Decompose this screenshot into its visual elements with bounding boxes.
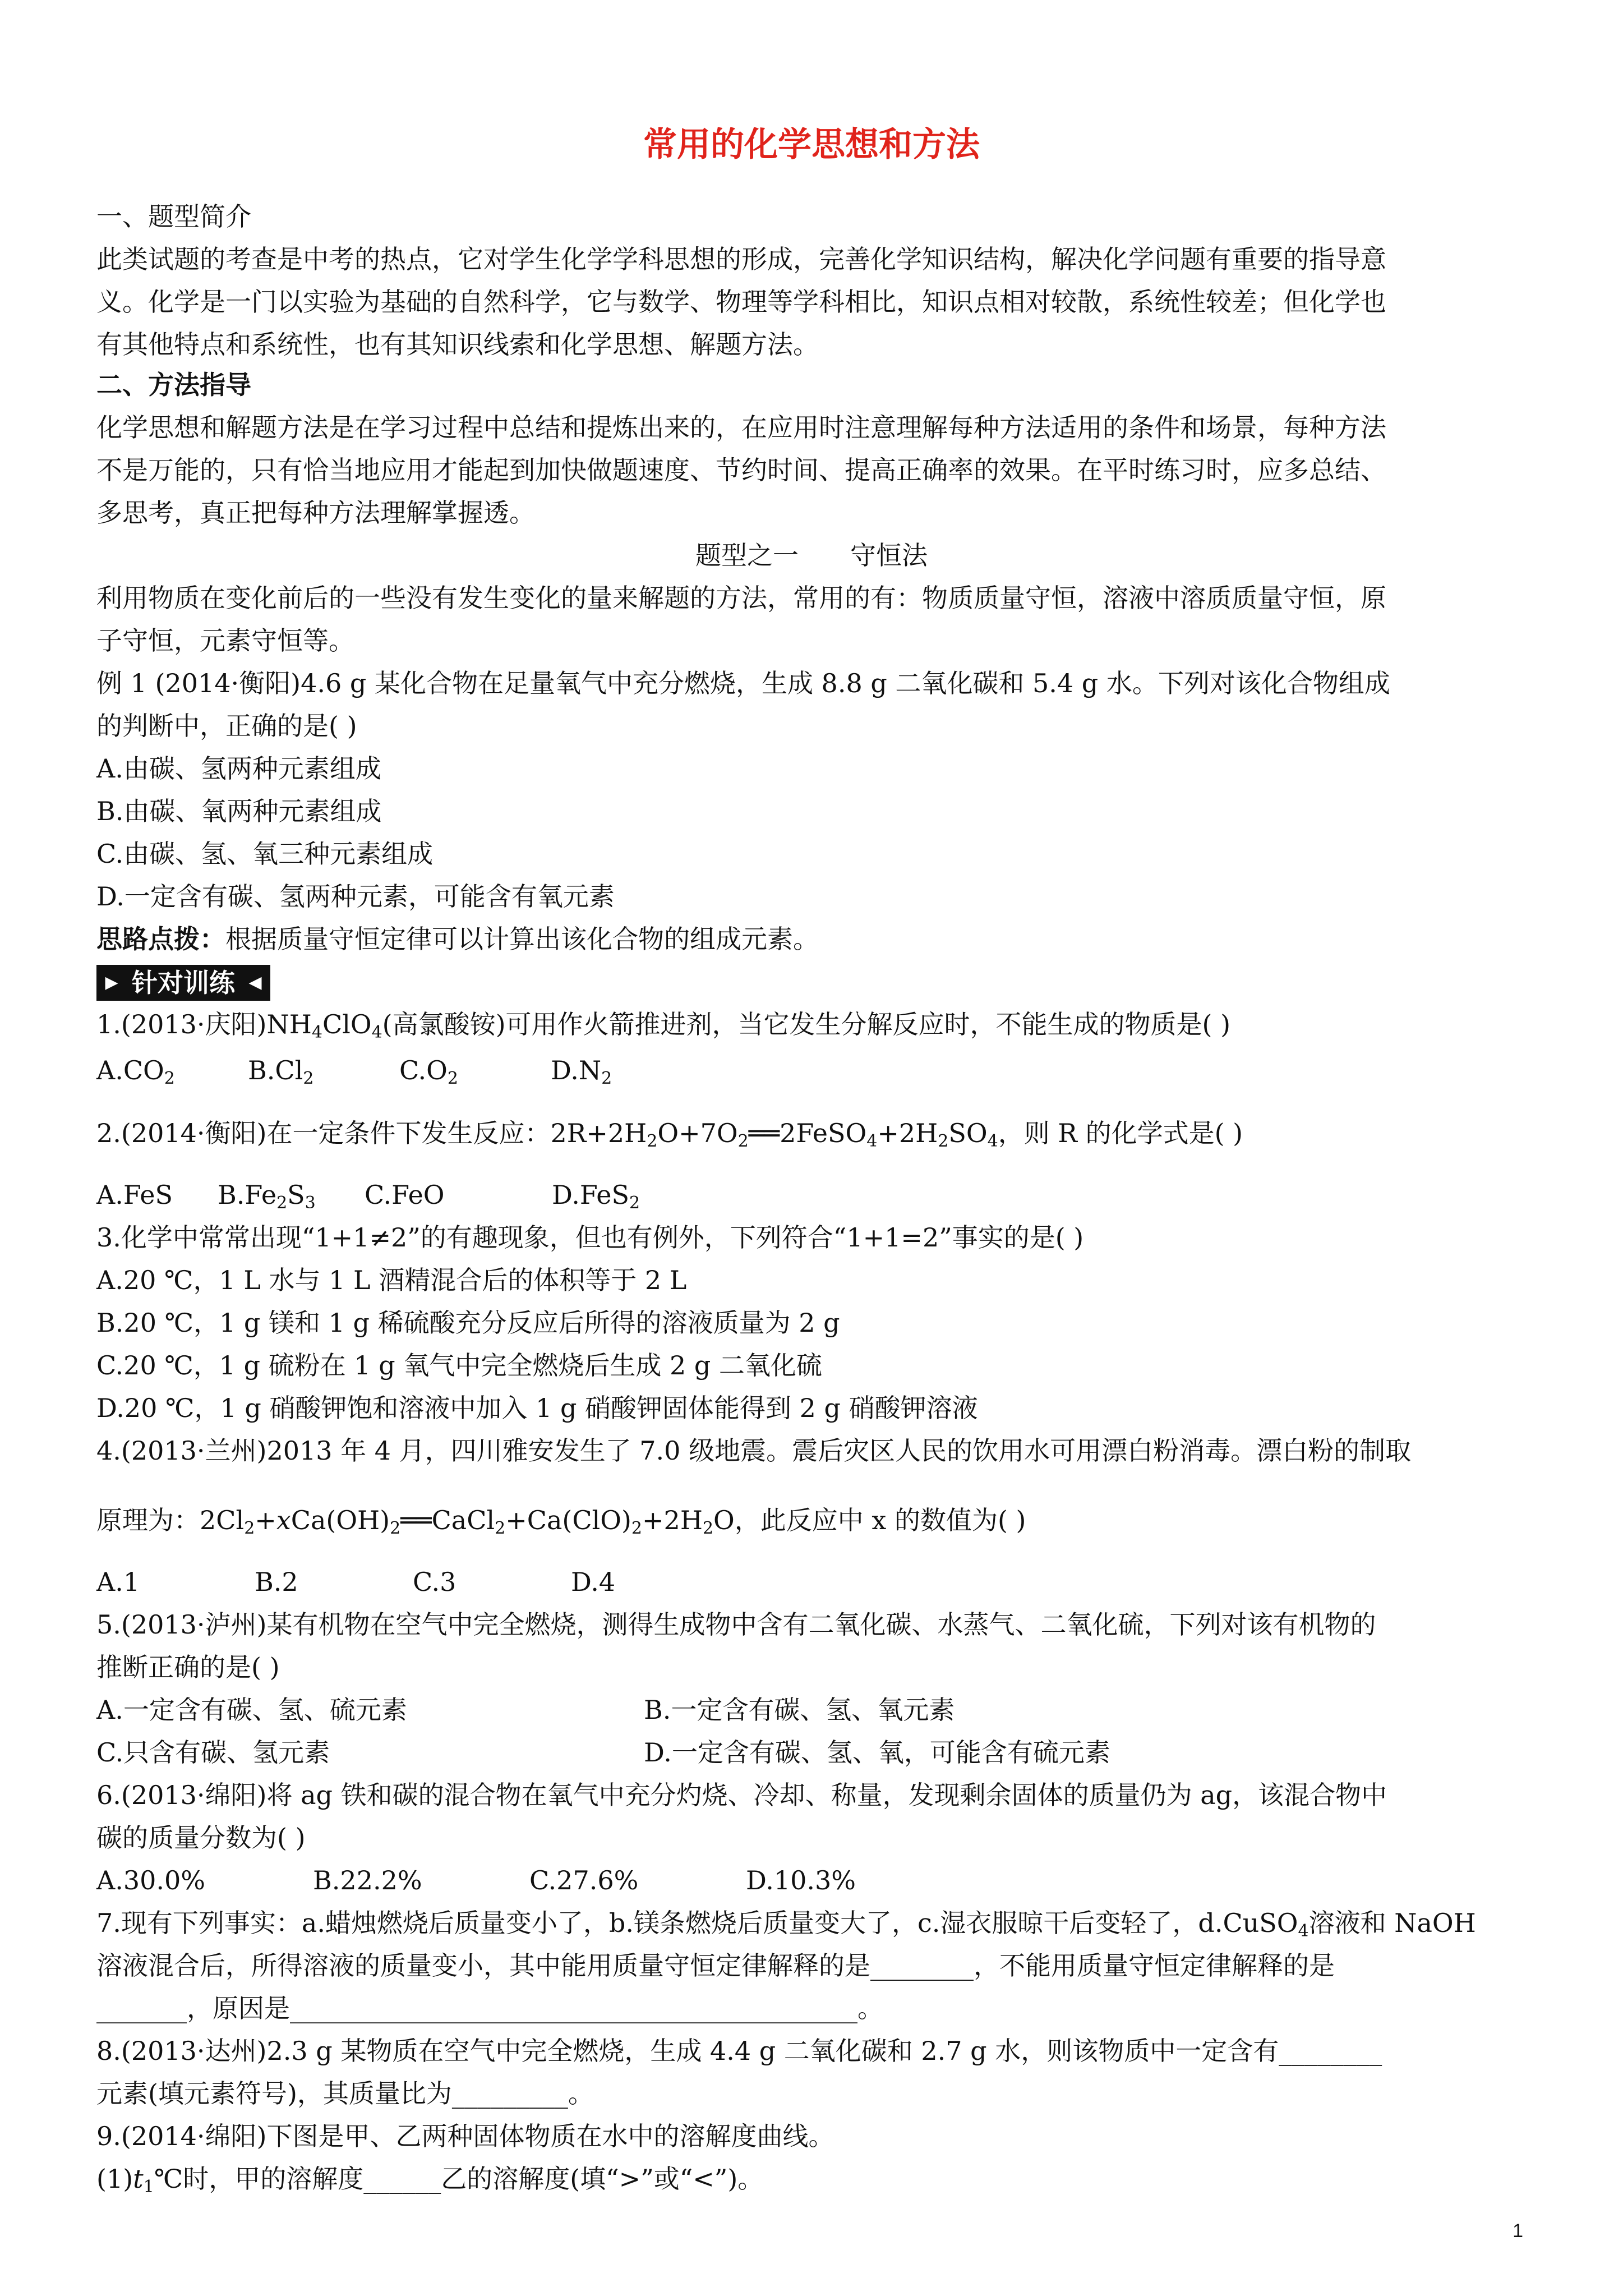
back-triangle-icon: ◀ — [242, 967, 269, 999]
question-5-option-a: A.一定含有碳、氢、硫元素 — [96, 1695, 407, 1725]
question-1-option-a: $A.CO_2$ — [96, 1055, 175, 1088]
question-4-options — [96, 1565, 1539, 1599]
example-1-option-b: B.由碳、氧两种元素组成 — [96, 796, 382, 826]
question-4-option-a: A.1 — [96, 1567, 140, 1597]
question-7-stem: 溶液混合后，所得溶液的质量变小，其中能用质量守恒定律解释的是________，不能用质量守恒定律解释的是 — [96, 1950, 1335, 1981]
question-6-option-b: B.22.2% — [313, 1865, 422, 1895]
page-number: 1 — [1513, 2220, 1523, 2242]
question-1-option-c: $C.O_2$ — [399, 1055, 458, 1088]
question-8-stem: 8.(2013·达州)2.3 g 某物质在空气中完全燃烧，生成 4.4 g 二氧化碳和 2.7 g 水，则该物质中一定含有________ — [96, 2036, 1382, 2066]
question-4-stem: 原理为：$2Cl_2+xCa(OH)_2══CaCl_2+Ca(ClO)_2+2H_2O$，此反应中 x 的数值为( ) — [96, 1505, 1026, 1538]
question-9-stem: 9.(2014·绵阳)下图是甲、乙两种固体物质在水中的溶解度曲线。 — [96, 2121, 834, 2151]
page-title: 常用的化学思想和方法 — [643, 125, 980, 164]
practice-badge-label: 针对训练 — [125, 967, 242, 999]
play-icon: ▶ — [98, 967, 125, 999]
question-7-stem: _______，原因是____________________________________________。 — [96, 1993, 883, 2023]
type-1-paragraph-line: 利用物质在变化前后的一些没有发生变化的量来解题的方法，常用的有：物质质量守恒，溶液中溶质质量守恒，原 — [96, 583, 1386, 613]
question-2-options — [96, 1178, 1539, 1212]
section-2-paragraph-line: 不是万能的，只有恰当地应用才能起到加快做题速度、节约时间、提高正确率的效果。在平时练习时，应多总结、 — [96, 455, 1386, 485]
question-3-stem: 3.化学中常常出现“1+1≠2”的有趣现象，但也有例外，下列符合“1+1=2”事实的是( ) — [96, 1222, 1084, 1253]
question-5-option-d: D.一定含有碳、氢、氧，可能含有硫元素 — [644, 1737, 1110, 1768]
type-1-paragraph-line: 子守恒，元素守恒等。 — [96, 625, 354, 656]
section-1-paragraph-line: 有其他特点和系统性，也有其知识线索和化学思想、解题方法。 — [96, 329, 819, 360]
question-6-option-d: D.10.3% — [746, 1865, 856, 1895]
question-6-options — [96, 1864, 1539, 1897]
question-1-option-b: $B.Cl_2$ — [248, 1055, 314, 1088]
section-2-paragraph-line: 多思考，真正把每种方法理解掌握透。 — [96, 498, 535, 528]
question-3-option-a: A.20 ℃，1 L 水与 1 L 酒精混合后的体积等于 2 L — [96, 1265, 687, 1295]
question-4-option-c: C.3 — [413, 1567, 457, 1597]
hint-label: 思路点拨： — [96, 924, 225, 954]
example-1-stem: 例 1 (2014·衡阳)4.6 g 某化合物在足量氧气中充分燃烧，生成 8.8 g 二氧化碳和 5.4 g 水。下列对该化合物组成 — [96, 668, 1390, 698]
question-4-option-b: B.2 — [255, 1567, 298, 1597]
section-1-heading: 一、题型简介 — [96, 201, 251, 232]
section-2-paragraph-line: 化学思想和解题方法是在学习过程中总结和提炼出来的，在应用时注意理解每种方法适用的条件和场景，每种方法 — [96, 412, 1386, 443]
type-1-heading: 题型之一 守恒法 — [695, 540, 928, 570]
hint-text: 根据质量守恒定律可以计算出该化合物的组成元素。 — [225, 924, 819, 954]
section-1-paragraph-line: 义。化学是一门以实验为基础的自然科学，它与数学、物理等学科相比，知识点相对较散，系统性较差；但化学也 — [96, 287, 1386, 317]
question-2-stem: 2.(2014·衡阳)在一定条件下发生反应：$2R+2H_2O+7O_2══2FeSO_4+2H_2SO_4$，则 R 的化学式是( ) — [96, 1118, 1243, 1151]
example-1-option-d: D.一定含有碳、氢两种元素，可能含有氧元素 — [96, 881, 615, 912]
question-5-stem: 推断正确的是( ) — [96, 1652, 280, 1682]
question-5-option-b: B.一定含有碳、氢、氧元素 — [644, 1695, 955, 1725]
question-7-stem: 7.现有下列事实：a.蜡烛燃烧后质量变小了，b.镁条燃烧后质量变大了，c.湿衣服晾干后变轻了，d.CuSO$_4$溶液和 NaOH — [96, 1908, 1476, 1941]
question-6-stem: 碳的质量分数为( ) — [96, 1823, 306, 1853]
question-1-stem: 1.(2013·庆阳)$NH_4ClO_4$(高氯酸铵)可用作火箭推进剂，当它发生分解反应时，不能生成的物质是( ) — [96, 1009, 1231, 1042]
question-2-option-a: A.FeS — [96, 1180, 173, 1210]
question-4-stem: 4.(2013·兰州)2013 年 4 月，四川雅安发生了 7.0 级地震。震后灾区人民的饮用水可用漂白粉消毒。漂白粉的制取 — [96, 1435, 1412, 1466]
question-5-options-row — [96, 1736, 1539, 1769]
question-6-option-a: A.30.0% — [96, 1865, 205, 1895]
question-1-option-d: $D.N_2$ — [551, 1055, 612, 1088]
question-3-option-d: D.20 ℃，1 g 硝酸钾饱和溶液中加入 1 g 硝酸钾固体能得到 2 g 硝酸钾溶液 — [96, 1393, 978, 1423]
question-5-option-c: C.只含有碳、氢元素 — [96, 1737, 330, 1768]
question-9-part-1: $(1)t_1℃$时，甲的溶解度______乙的溶解度(填“>”或“<”)。 — [96, 2164, 764, 2197]
question-5-stem: 5.(2013·泸州)某有机物在空气中完全燃烧，测得生成物中含有二氧化碳、水蒸气、二氧化硫，下列对该有机物的 — [96, 1609, 1376, 1640]
question-3-option-b: B.20 ℃，1 g 镁和 1 g 稀硫酸充分反应后所得的溶液质量为 2 g — [96, 1308, 840, 1338]
question-8-stem: 元素(填元素符号)，其质量比为_________。 — [96, 2078, 594, 2109]
hint — [96, 922, 1539, 956]
question-1-options — [96, 1053, 1539, 1087]
section-1-paragraph-line: 此类试题的考查是中考的热点，它对学生化学学科思想的形成，完善化学知识结构，解决化学问题有重要的指导意 — [96, 244, 1386, 274]
question-6-option-c: C.27.6% — [529, 1865, 639, 1895]
practice-badge — [96, 965, 270, 1001]
question-3-option-c: C.20 ℃，1 g 硫粉在 1 g 氧气中完全燃烧后生成 2 g 二氧化硫 — [96, 1350, 822, 1381]
question-2-option-d: D.FeS$_2$ — [552, 1180, 640, 1213]
example-1-option-a: A.由碳、氢两种元素组成 — [96, 753, 381, 784]
question-6-stem: 6.(2013·绵阳)将 ag 铁和碳的混合物在氧气中充分灼烧、冷却、称量，发现剩余固体的质量仍为 ag，该混合物中 — [96, 1780, 1387, 1810]
question-2-option-b: $B.Fe_2S_3$ — [218, 1180, 316, 1213]
question-4-option-d: D.4 — [571, 1567, 616, 1597]
example-1-stem: 的判断中，正确的是( ) — [96, 711, 357, 741]
question-2-option-c: C.FeO — [365, 1180, 445, 1210]
question-5-options-row — [96, 1693, 1539, 1727]
example-1-option-c: C.由碳、氢、氧三种元素组成 — [96, 839, 434, 869]
section-2-heading: 二、方法指导 — [96, 370, 251, 400]
